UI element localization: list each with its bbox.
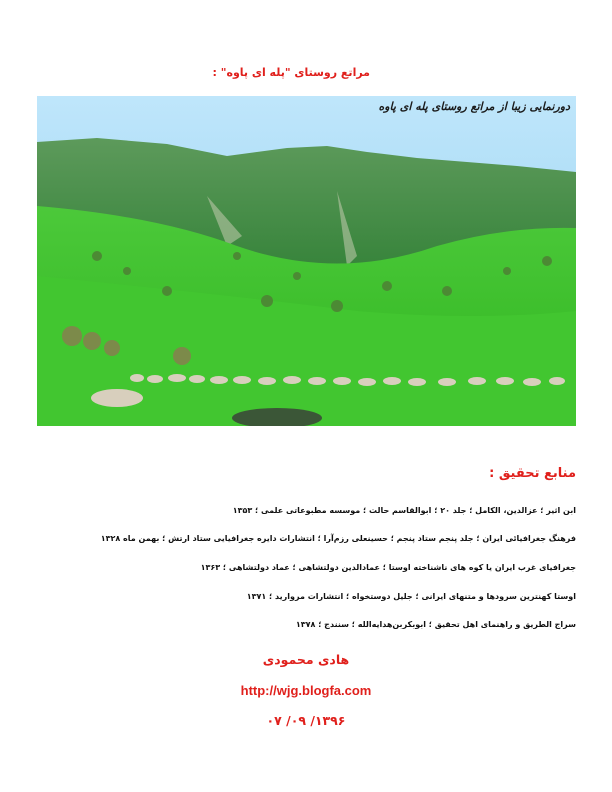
source-item: سراج الطریق و راهنمای اهل تحقیق ؛ ابوبکربن‌هدایه‌الله ؛ سنندج ؛ ۱۳۷۸ — [295, 620, 576, 629]
sources-title: منابع تحقیق : — [489, 466, 576, 481]
section-heading: مراتع روستای "پله ای پاوه" : — [212, 66, 370, 79]
photo-caption: دورنمایی زیبا از مراتع روستای پله ای پاوه — [378, 100, 570, 113]
publish-date: ۱۳۹۶/ ۰۹/ ۰۷ — [266, 713, 346, 728]
source-item: اوستا کهنترین سرودها و متنهای ایرانی ؛ جلیل دوستخواه ؛ انتشارات مروارید ؛ ۱۳۷۱ — [246, 592, 576, 601]
blog-url[interactable]: http://wjg.blogfa.com — [240, 683, 372, 698]
source-item: فرهنگ جغرافیائی ایران ؛ جلد پنجم ستاد پنجم ؛ حسینعلی رزم‌آرا ؛ انتشارات دایره جغرافیایی ستاد ارتش ؛ بهمن ماه ۱۳۲۸ — [100, 534, 576, 543]
source-item: جغرافیای غرب ایران یا کوه های ناشناخته اوستا ؛ عمادالدین دولتشاهی ؛ عماد دولتشاهی ؛ ۱۳۶۳ — [200, 563, 576, 572]
author-name: هادی محمودی — [262, 652, 350, 667]
source-item: ابن اثیر ؛ عزالدین، الکامل ؛ جلد ۲۰ ؛ ابوالقاسم حالت ؛ موسسه مطبوعاتی علمی ؛ ۱۳۵۳ — [232, 506, 576, 515]
landscape-photo — [37, 96, 576, 426]
